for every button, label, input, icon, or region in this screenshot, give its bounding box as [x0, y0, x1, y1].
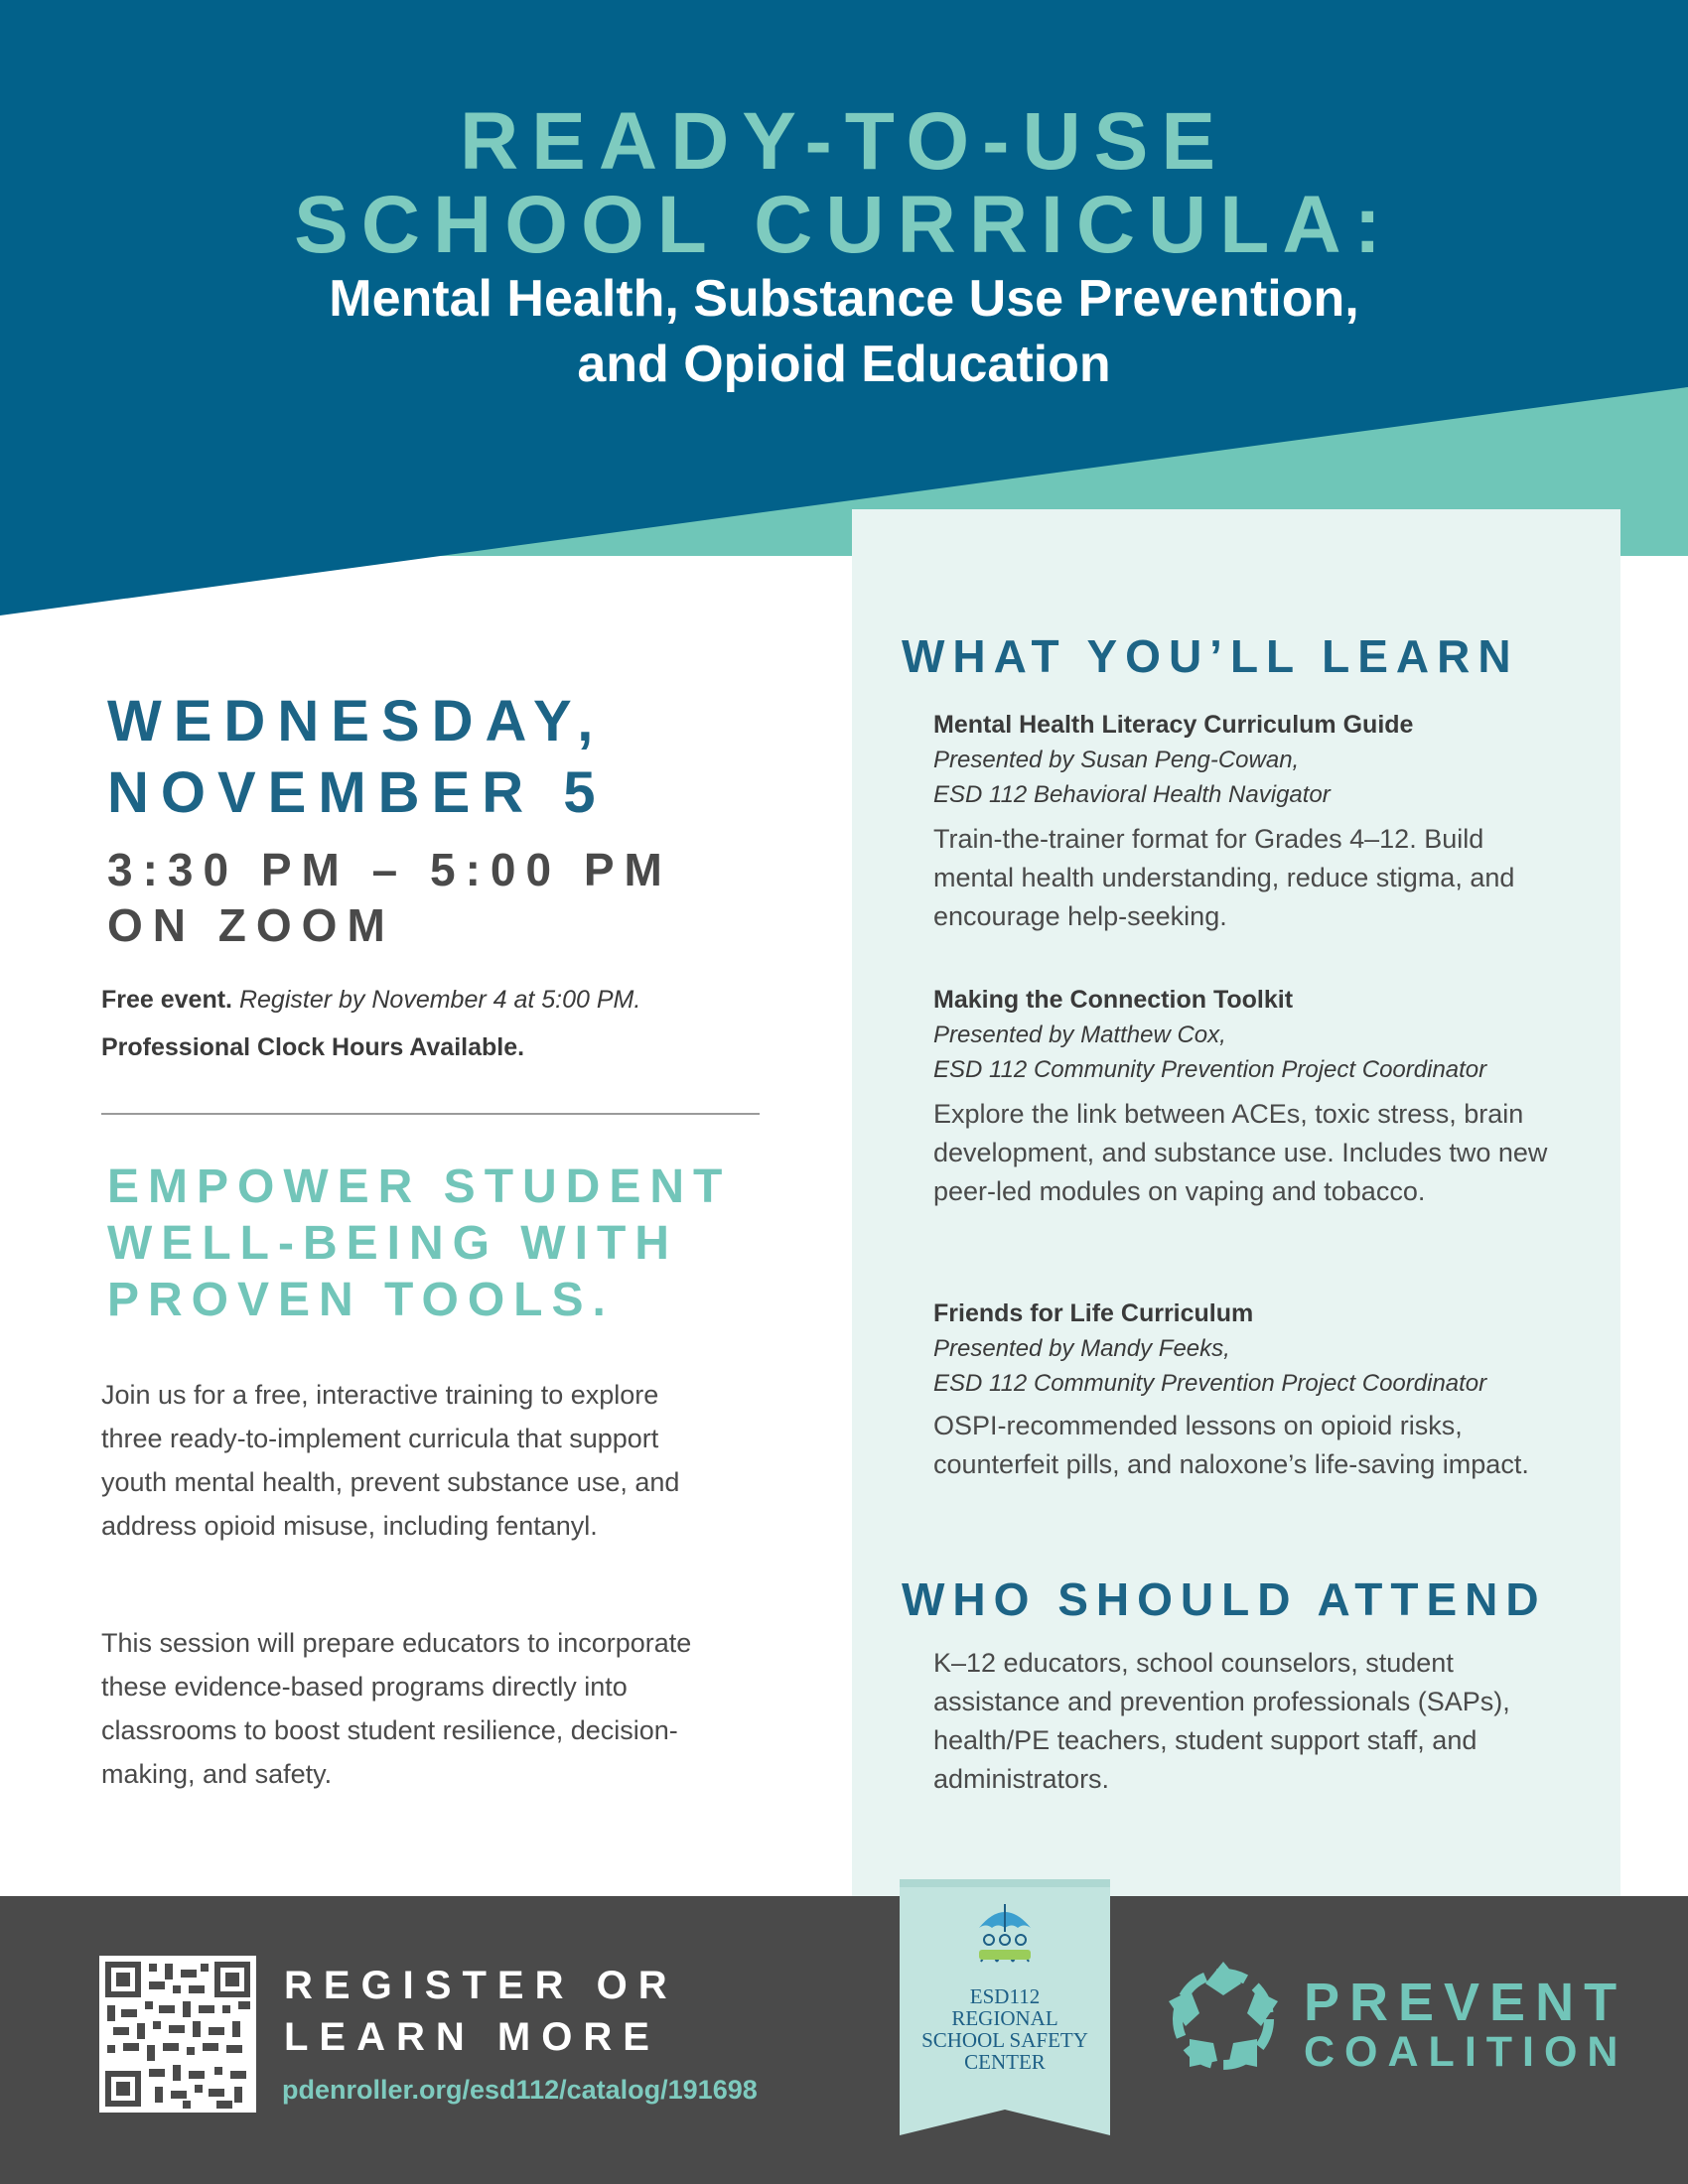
learn-item-3-presenter: Presented by Mandy Feeks, [933, 1335, 1230, 1362]
register-heading-line-1: REGISTER OR [284, 1964, 678, 2007]
empower-line-3: PROVEN TOOLS. [107, 1274, 615, 1326]
prevent-logo-line-1: PREVENT [1304, 1973, 1627, 2032]
prevent-coalition-star-icon [1162, 1958, 1285, 2081]
learn-item-1-title: Mental Health Literacy Curriculum Guide [933, 711, 1414, 739]
clock-hours-label: Professional Clock Hours Available. [101, 1033, 525, 1061]
esd112-logo-line-4: CENTER [964, 2050, 1046, 2074]
register-link[interactable]: pdenroller.org/esd112/catalog/191698 [282, 2075, 758, 2105]
attend-heading: WHO SHOULD ATTEND [902, 1573, 1547, 1625]
esd112-logo-line-1: ESD112 [969, 1984, 1041, 2008]
intro-paragraph-2: This session will prepare educators to incorporate these evidence-based programs directly into classrooms to boost student resilience, decision-making, and safety. [101, 1628, 692, 1789]
esd112-logo-line-3: SCHOOL SAFETY [921, 2028, 1088, 2052]
event-date: NOVEMBER 5 [107, 760, 608, 825]
title-line-1: READY-TO-USE [459, 96, 1229, 187]
learn-item-3-title: Friends for Life Curriculum [933, 1299, 1254, 1327]
learn-item-3-description: OSPI-recommended lessons on opioid risks, counterfeit pills, and naloxone’s life-saving impact. [933, 1411, 1529, 1479]
learn-item-2-description: Explore the link between ACEs, toxic stress, brain development, and substance use. Includes two new peer-led modules on vaping and tobacco. [933, 1099, 1548, 1206]
clock-hours-note [101, 1030, 524, 1065]
empower-line-2: WELL-BEING WITH [107, 1217, 678, 1270]
subtitle-line-1: Mental Health, Substance Use Prevention, [329, 270, 1359, 328]
register-deadline: Register by November 4 at 5:00 PM. [238, 986, 641, 1014]
learn-item-1-description: Train-the-trainer format for Grades 4–12. Build mental health understanding, reduce stigma, and encourage help-seeking. [933, 824, 1515, 931]
learn-item-2-role: ESD 112 Community Prevention Project Coordinator [933, 1056, 1487, 1083]
learn-item-1-presenter: Presented by Susan Peng-Cowan, [933, 747, 1300, 773]
register-heading-line-2: LEARN MORE [284, 2015, 660, 2059]
registration-note [101, 983, 640, 1018]
esd112-logo-line-2: REGIONAL [951, 2006, 1058, 2030]
divider [101, 1113, 760, 1115]
intro-paragraph-1: Join us for a free, interactive training to explore three ready-to-implement curricula that support youth mental health, prevent substance use, and address opioid misuse, including fentanyl. [101, 1380, 680, 1541]
learn-item-3-role: ESD 112 Community Prevention Project Coordinator [933, 1370, 1487, 1397]
learn-item-2-presenter: Presented by Matthew Cox, [933, 1022, 1226, 1048]
free-event-label: Free event. [101, 986, 233, 1014]
prevent-logo-line-2: COALITION [1304, 2028, 1628, 2076]
event-day: WEDNESDAY, [107, 689, 606, 753]
subtitle-line-2: and Opioid Education [577, 336, 1111, 393]
event-location: ON ZOOM [107, 899, 395, 951]
title-line-2: SCHOOL CURRICULA: [294, 180, 1394, 270]
learn-item-1-role: ESD 112 Behavioral Health Navigator [933, 781, 1331, 808]
umbrella-icon [975, 1896, 1035, 1979]
qr-code-icon[interactable] [99, 1956, 256, 2113]
attend-description: K–12 educators, school counselors, student assistance and prevention professionals (SAPs), health/PE teachers, student support staff, and administrators. [933, 1648, 1510, 1794]
learn-heading: WHAT YOU’LL LEARN [902, 630, 1519, 682]
learn-item-2-title: Making the Connection Toolkit [933, 986, 1294, 1014]
empower-line-1: EMPOWER STUDENT [107, 1160, 732, 1213]
event-time: 3:30 PM – 5:00 PM [107, 844, 672, 895]
